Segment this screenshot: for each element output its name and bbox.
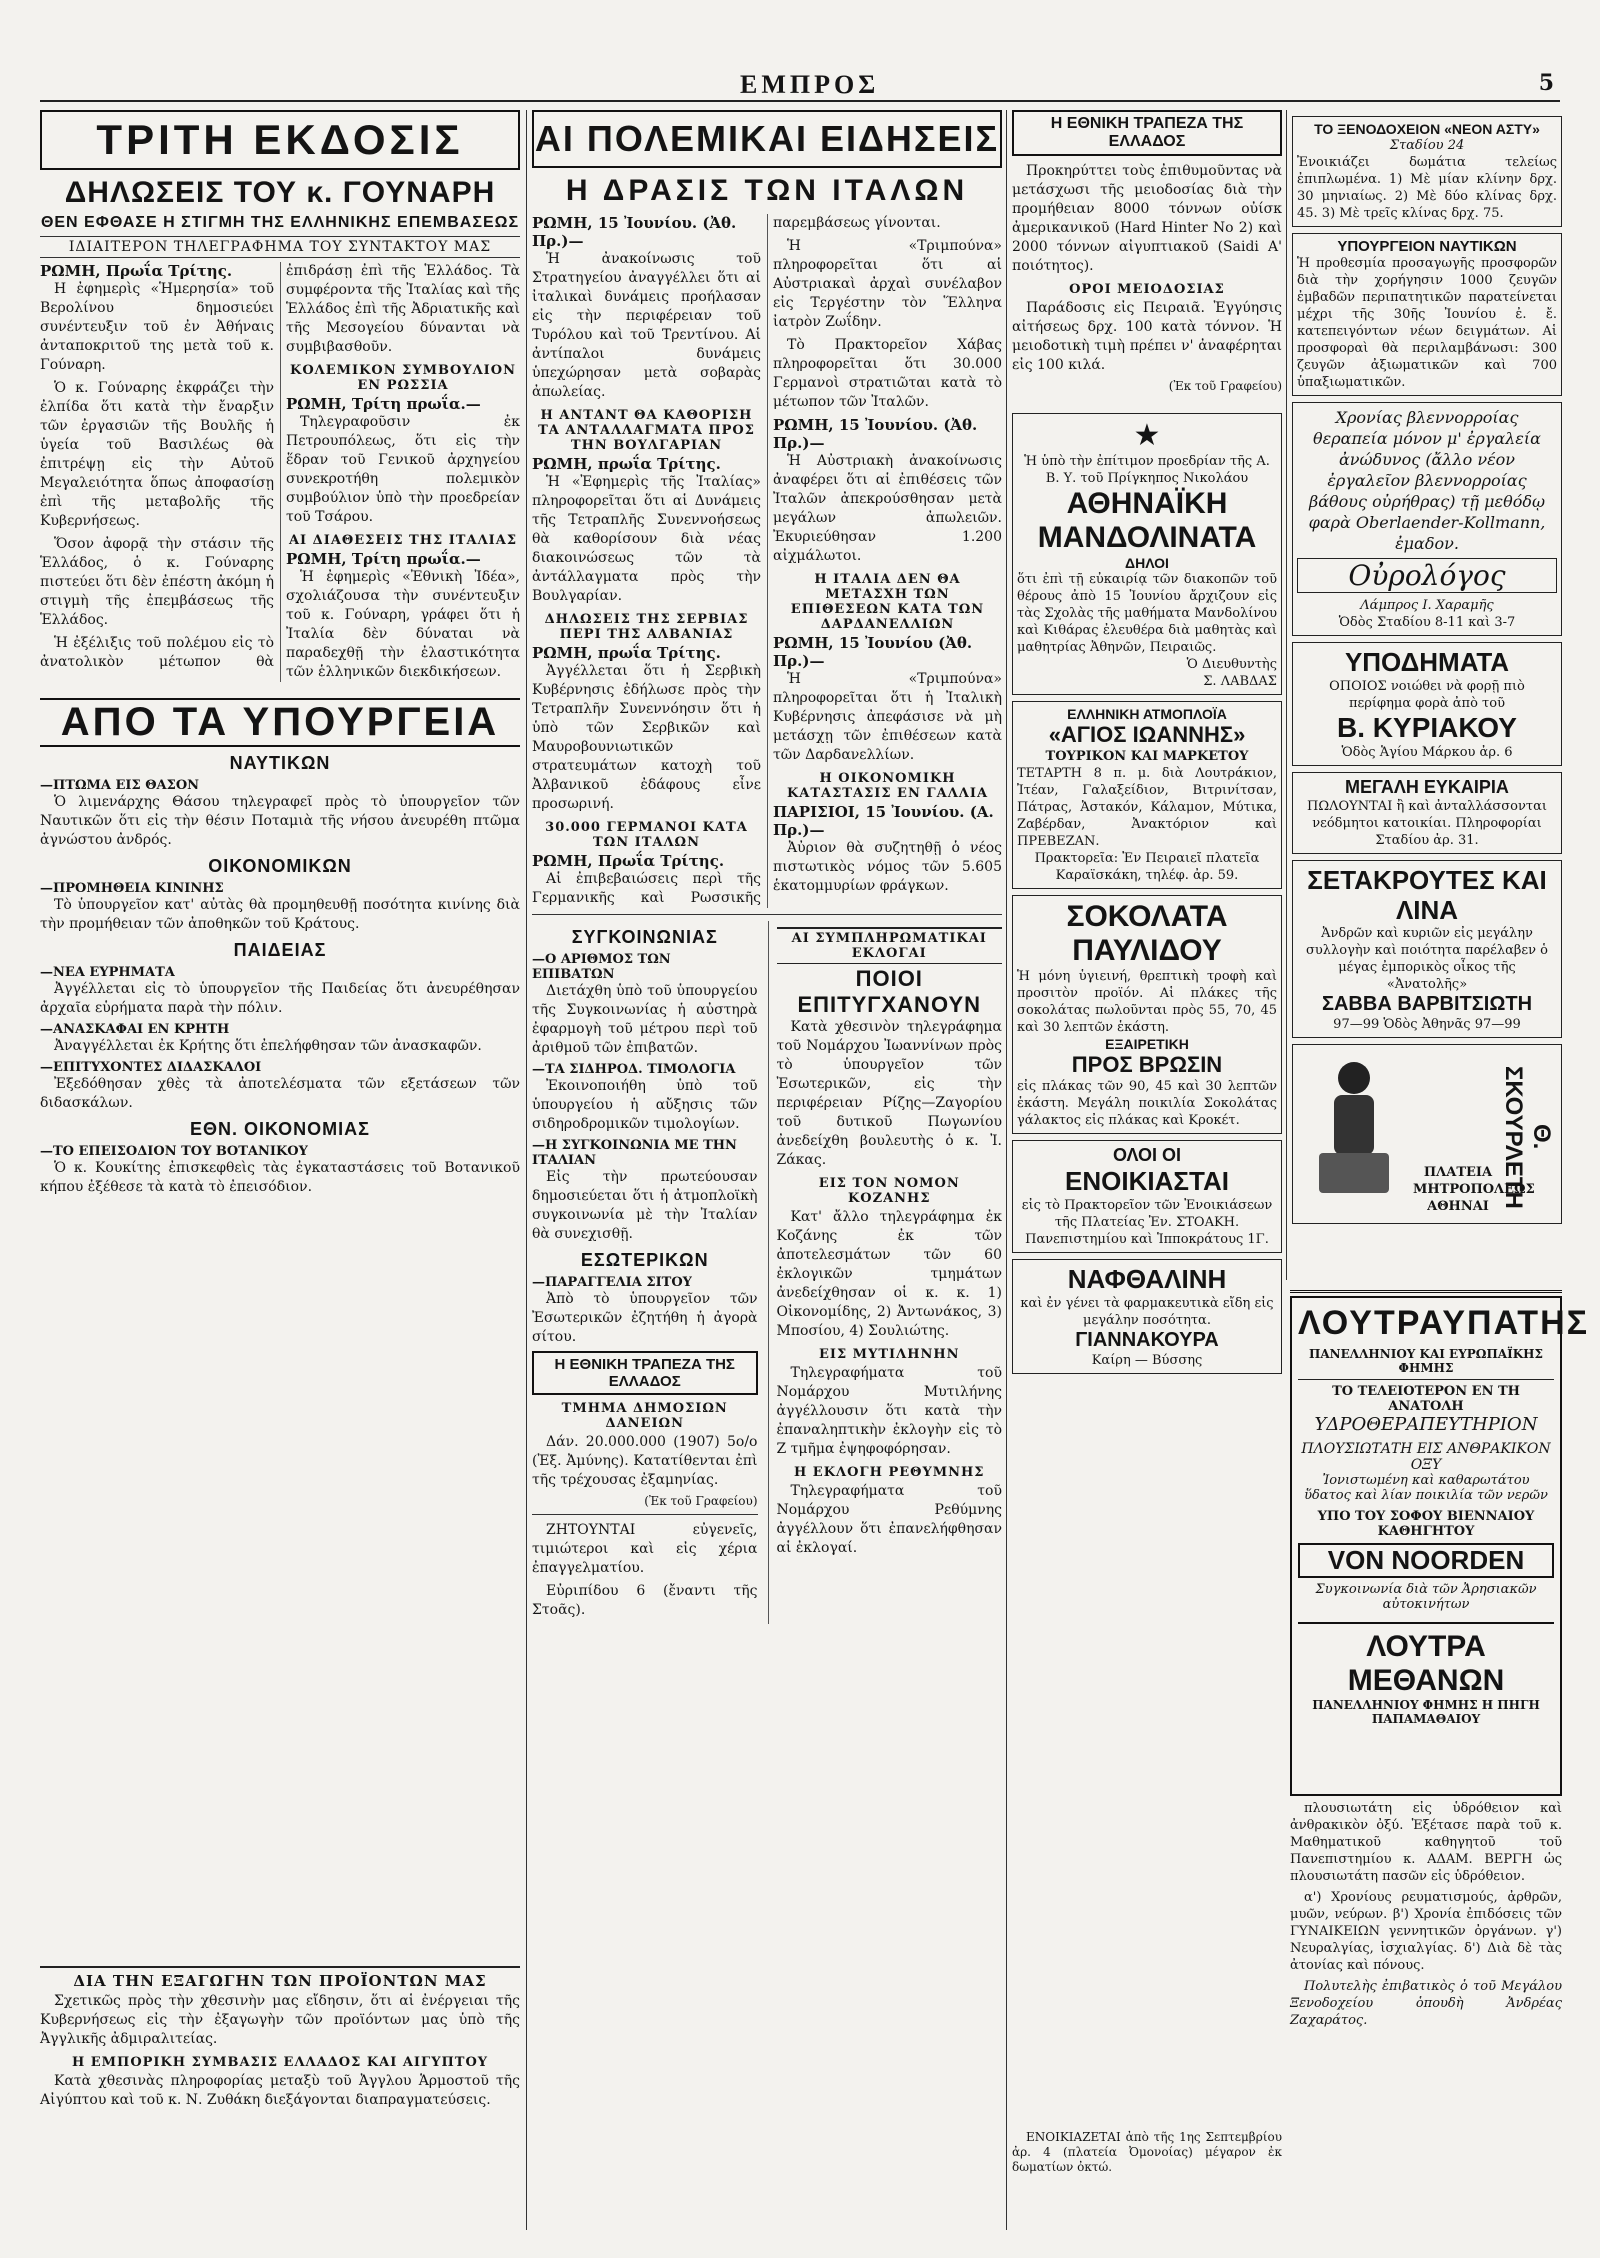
- ad-title: ΛΟΥΤΡΑΥΠΑΤΗΣ: [1298, 1304, 1590, 1342]
- ad-address: Καίρη — Βύσσης: [1091, 1353, 1203, 1368]
- section-head: ΣΥΓΚΟΙΝΩΝΙΑΣ: [571, 927, 718, 947]
- ad-title: ΛΟΥΤΡΑ ΜΕΘΑΝΩΝ: [1298, 1622, 1554, 1698]
- ad-subtitle: ΔΗΛΟΙ: [1125, 555, 1169, 571]
- exports-egypt: [40, 1960, 520, 2114]
- paper-name: ΕΜΠΡΟΣ: [740, 70, 880, 99]
- paragraph: Ἀγγέλλεται εἰς τὸ ὑπουργεῖον τῆς Παιδείας ὅτι ἀνευρέθησαν ἀρχαῖα εὑρήματα παρὰ τὴν πόλιν.: [40, 981, 520, 1016]
- ministries-banner: ΑΠΟ ΤΑ ΥΠΟΥΡΓΕΙΑ: [40, 698, 520, 747]
- section-head: ΚΟΛΕΜΙΚΟΝ ΣΥΜΒΟΥΛΙΟΝ ΕΝ ΡΩΣΣΙΑ: [290, 363, 516, 393]
- subhead: —ΤΟ ΕΠΕΙΣΟΔΙΟΝ ΤΟΥ ΒΟΤΑΝΙΚΟΥ: [40, 1144, 308, 1159]
- paragraph: Τηλεγραφοῦσιν ἐκ Πετρουπόλεως, ὅτι εἰς τὴν ἕδραν τοῦ Γενικοῦ ἀρχηγείου συνεκροτήθη πολεμικὸν συμβούλιον ὑπὸ τὴν προεδρείαν τοῦ Τσάρου.: [286, 414, 520, 525]
- section-head: ΕΙΣ ΜΥΤΙΛΗΝΗΝ: [818, 1347, 960, 1362]
- ad-text: Ἐνοικιάζει δωμάτια τελείως ἐπιπλωμένα. 1) Μὲ μίαν κλίνην δρχ. 30 μηνιαίως. 2) Μὲ δύο κλίνας δρχ. 45. 3) Μὲ τρεῖς κλίνας δρχ. 75.: [1297, 155, 1557, 221]
- paragraph: Τὸ Πρακτορεῖον Χάβας πληροφορεῖται ὅτι 30.000 Γερμανοὶ στρατιῶται κατὰ τὸ μέτωπον τῶν Ἰταλῶν.: [773, 337, 1002, 410]
- ad-signature: Ὁ Διευθυντὴς: [1186, 657, 1277, 672]
- dateline: ΡΩΜΗ, 15 Ἰουνίου (Ἀθ. Πρ.)—: [773, 634, 973, 670]
- paragraph: Αἱ ἐπιβεβαιώσεις περὶ τῆς Γερμανικῆς καὶ Ρωσσικῆς παρεμβάσεως γίνονται.: [532, 215, 941, 906]
- ad-title: ΥΠΟΥΡΓΕΙΟΝ ΝΑΥΤΙΚΩΝ: [1337, 238, 1517, 255]
- section-head: ΕΙΣ ΤΟΝ ΝΟΜΟΝ ΚΟΖΑΝΗΣ: [818, 1176, 960, 1206]
- ad-title: ΥΠΟΔΗΜΑΤΑ: [1344, 647, 1510, 677]
- column-2: [532, 110, 1002, 1624]
- paragraph: Ἀναγγέλλεται ἐκ Κρήτης ὅτι ἐπελήφθησαν τῶν ἀνασκαφῶν.: [54, 1038, 482, 1054]
- ad-agency: Πρακτορεῖα: Ἐν Πειραιεῖ πλατεῖα Καραϊσκάκη, τηλέφ. ἀρ. 59.: [1034, 851, 1260, 883]
- war-news-body: [532, 214, 1002, 908]
- ad-ship-name: «ΑΓΙΟΣ ΙΩΑΝΝΗΣ»: [1048, 722, 1246, 747]
- ad-title: ΑΘΗΝΑΪΚΗ ΜΑΝΔΟΛΙΝΑΤΑ: [1037, 487, 1257, 554]
- chocolate-ad: [1012, 895, 1282, 1134]
- column-3: [1012, 110, 1282, 1380]
- figure-illustration-icon: [1299, 1053, 1409, 1203]
- subhead: —ΠΤΩΜΑ ΕΙΣ ΘΑΣΟΝ: [40, 778, 200, 793]
- section-head: Η ΟΙΚΟΝΟΜΙΚΗ ΚΑΤΑΣΤΑΣΙΣ ΕΝ ΓΑΛΛΙΑ: [786, 771, 989, 801]
- loutra-ypatis-ad: [1290, 1296, 1590, 1796]
- ad-name: ΣΑΒΒΑ ΒΑΡΒΙΤΣΙΩΤΗ: [1321, 993, 1533, 1015]
- subhead: —ΠΡΟΜΗΘΕΙΑ ΚΙΝΙΝΗΣ: [40, 881, 224, 896]
- ad-address: Ὁδὸς Ἁγίου Μάρκου ἀρ. 6: [1341, 745, 1513, 760]
- paragraph: Κατὰ χθεσινὸν τηλεγράφημα τοῦ Νομάρχου Ἰωαννίνων πρὸς τὸ ὑπουργεῖον τῶν Ἐσωτερικῶν, εἰς τὴν περιφέρειαν Ρίζης—Ζαγορίου τοῦ δυτικοῦ Πωγωνίου ἀνεδείχθη βουλευτὴς ὁ κ. Ἰ. Ζάκας.: [776, 1019, 1002, 1168]
- ad-fame: ΠΑΝΕΛΛΗΝΙΟΥ ΚΑΙ ΕΥΡΩΠΑΪΚΗΣ ΦΗΜΗΣ: [1309, 1347, 1543, 1375]
- signature: (Ἐκ τοῦ Γραφείου): [1168, 379, 1282, 393]
- royal-emblem-icon: ★: [1133, 418, 1161, 453]
- paragraph: Ἡ «Τριμπούνα» πληροφορεῖται ὅτι ἡ Ἰταλικὴ Κυβέρνησις ἀπεφάσισε νὰ μὴ μετάσχῃ τῶν ἐπιθέσεων κατὰ τῶν Δαρδανελλίων.: [773, 671, 1002, 763]
- ad-name: ΓΙΑΝΝΑΚΟΥΡΑ: [1075, 1329, 1219, 1351]
- dateline: ΡΩΜΗ, πρωΐα Τρίτης.: [532, 644, 721, 662]
- section-head: ΕΣΩΤΕΡΙΚΩΝ: [580, 1250, 709, 1270]
- ad-text: καὶ ἐν γένει τὰ φαρμακευτικὰ εἴδη εἰς μεγάλην ποσότητα.: [1020, 1296, 1274, 1328]
- section-head: ΟΙΚΟΝΟΜΙΚΩΝ: [208, 856, 352, 876]
- ad-address: Ὁδὸς Σταδίου 8-11 καὶ 3-7: [1338, 615, 1516, 630]
- paragraph: Τηλεγραφήματα τοῦ Νομάρχου Μυτιλήνης ἀγγέλλουσιν ὅτι κατὰ τὴν ἐπαναληπτικὴν ἐκλογὴν εἰς τὸ Ζ τμῆμα ἐψηφοφόρησαν.: [776, 1365, 1002, 1457]
- ad-subtitle: ΕΞΑΙΡΕΤΙΚΗ: [1105, 1036, 1189, 1052]
- ad-subtitle: ΟΛΟΙ ΟΙ: [1112, 1145, 1182, 1165]
- headline-italians: Η ΔΡΑΣΙΣ ΤΩΝ ΙΤΑΛΩΝ: [565, 174, 969, 207]
- ministries-continued: [532, 921, 758, 1624]
- paragraph: Ἐξεδόθησαν χθὲς τὰ ἀποτελέσματα τῶν εξετάσεων τῶν διδασκάλων.: [40, 1076, 520, 1111]
- headline-gounaris: ΔΗΛΩΣΕΙΣ ΤΟΥ κ. ΓΟΥΝΑΡΗ: [64, 176, 496, 209]
- subhead: —ΝΕΑ ΕΥΡΗΜΑΤΑ: [40, 965, 175, 980]
- page-number: 5: [1538, 70, 1554, 96]
- ad-name: Β. ΚΥΡΙΑΚΟΥ: [1337, 712, 1517, 743]
- paragraph: Δάν. 20.000.000 (1907) 5ο/ο (Ἐξ. Ἀμύνης). Κατατίθενται ἐπὶ τῆς τρέχουσας ἐξαμηνίας.: [532, 1434, 758, 1488]
- dateline: ΡΩΜΗ, 15 Ἰουνίου. (Ἀθ. Πρ.)—: [532, 214, 737, 250]
- subhead: —Η ΣΥΓΚΟΙΝΩΝΙΑ ΜΕ ΤΗΝ ΙΤΑΛΙΑΝ: [532, 1138, 737, 1168]
- dateline: ΡΩΜΗ, Πρωΐα Τρίτης.: [532, 852, 725, 870]
- paragraph: Τὸ ὑπουργεῖον κατ' αὐτὰς θὰ προμηθευθῇ ποσότητα κινίνης διὰ τὴν προμήθειαν τῶν ἀποθηκῶν τοῦ Κράτους.: [40, 897, 520, 932]
- ad-text: Ἰονιστωμένη καὶ καθαρωτάτου ὕδατος καὶ λίαν ποικιλία τῶν νερῶν: [1304, 1473, 1548, 1503]
- section-head: Η ΕΚΛΟΓΗ ΡΕΘΥΜΝΗΣ: [793, 1465, 985, 1480]
- ad-address: ΠΛΑΤΕΙΑ ΜΗΤΡΟΠΟΛΕΩΣ ΑΘΗΝΑΙ: [1413, 1165, 1535, 1214]
- shipping-ad: [1012, 701, 1282, 889]
- paragraph: Κατὰ χθεσινὰς πληροφορίας μεταξὺ τοῦ Ἀγγλου Ἁρμοστοῦ τῆς Αἰγύπτου καὶ τοῦ κ. Ν. Ζυθάκη διεξάγονται διαπραγματεύσεις.: [40, 2073, 520, 2108]
- ad-text: Συγκοινωνία διὰ τῶν Ἀρησιακῶν αὐτοκινήτων: [1315, 1582, 1537, 1612]
- ad-title: ΣΕΤΑΚΡΟΥΤΕΣ ΚΑΙ ΛΙΝΑ: [1307, 865, 1547, 925]
- dateline: ΡΩΜΗ, Πρωΐα Τρίτης.: [40, 262, 233, 280]
- telegram-subhead: ΙΔΙΑΙΤΕΡΟΝ ΤΗΛΕΓΡΑΦΗΜΑ ΤΟΥ ΣΥΝΤΑΚΤΟΥ ΜΑΣ: [40, 236, 520, 258]
- ad-title: ΕΛΛΗΝΙΚΗ ΑΤΜΟΠΛΟΪΑ: [1067, 706, 1227, 722]
- section-head: ΤΜΗΜΑ ΔΗΜΟΣΙΩΝ ΔΑΝΕΙΩΝ: [561, 1401, 728, 1431]
- paragraph: Ὁ κ. Γούναρης ἐκφράζει τὴν ἐλπίδα ὅτι κατὰ τὴν ἔναρξιν τῶν ἐργασιῶν τῆς Βουλῆς ἡ ὑγεία τοῦ Βασιλέως θὰ ἐπιτρέψῃ εἰς τὴν Αὐτοῦ Μεγαλειότητα ὅπως ἀποφασίσῃ ἐπὶ τῆς μεταβολῆς τῆς Κυβερνήσεως.: [40, 380, 274, 529]
- column-rule: [1006, 110, 1007, 2230]
- paragraph: Σχετικῶς πρὸς τὴν χθεσινὴν μας εἴδησιν, ὅτι αἱ ἐνέργειαι τῆς Κυβερνήσεως εἰς τὴν ἐξαγωγὴν τῶν προϊόντων μας ὑπὸ τῆς Ἀγγλικῆς ἀδμιραλιτείας.: [40, 1993, 520, 2047]
- ad-text: Ἀνδρῶν καὶ κυριῶν εἰς μεγάλην συλλογὴν καὶ ποιότητα παρέλαβεν ὁ μέγας ἐμπορικὸς οἶκος τῆς «Ἀνατολῆς»: [1305, 926, 1549, 992]
- rental-note: [1012, 2130, 1282, 2179]
- paragraph: Ἡ «Ἐφημερὶς τῆς Ἰταλίας» πληροφορεῖται ὅτι αἱ Δυνάμεις τῆς Τετραπλῆς Συνεννοήσεως θὰ καθορίσουν διὰ νέας διακοινώσεως τῶν τὰ ἀντάλλαγματα πρὸς τὴν Βουλγαρίαν.: [532, 474, 761, 604]
- divider: [532, 914, 1002, 915]
- paragraph: Ὁ κ. Κουκίτης ἐπισκεφθεὶς τὰς ἐγκαταστάσεις τοῦ Βοτανικοῦ κήπου ἐξέθεσε τὰ κατὰ τὸ ἐπεισόδιον.: [40, 1160, 520, 1195]
- paragraph: Παράδοσις εἰς Πειραιᾶ. Ἐγγύησις αἰτήσεως δρχ. 100 κατὰ τόννον. Ἡ μειοδοτικὴ τιμὴ πρέπει ν' ἀναφέρηται εἰς 100 κιλά.: [1012, 300, 1282, 373]
- ad-text: ΠΛΟΥΣΙΩΤΑΤΗ ΕΙΣ ΑΝΘΡΑΚΙΚΟΝ ΟΞΥ: [1301, 1441, 1551, 1473]
- section-head: ΕΘΝ. ΟΙΚΟΝΟΜΙΑΣ: [190, 1119, 370, 1139]
- paragraph: Ἡ «Τριμπούνα» πληροφορεῖται ὅτι αἱ Αὐστριακαὶ ἀρχαὶ συνέλαβον εἰς Τεργέστην τὸν Ἕλληνα ἰατρὸν Ζωΐδην.: [773, 238, 1002, 330]
- dateline: ΡΩΜΗ, πρωΐα Τρίτης.: [532, 455, 721, 473]
- navy-ministry-ad: [1292, 233, 1562, 396]
- ad-title: Οὐρολόγος: [1297, 558, 1557, 593]
- divider: [532, 1514, 758, 1515]
- section-head: ΟΡΟΙ ΜΕΙΟΔΟΣΙΑΣ: [1069, 282, 1225, 297]
- ad-title: ΝΑΦΘΑΛΙΝΗ: [1067, 1264, 1227, 1294]
- ad-title: ΕΝΟΙΚΙΑΣΤΑΙ: [1065, 1166, 1229, 1196]
- section-head: ΔΙΑ ΤΗΝ ΕΞΑΓΩΓΗΝ ΤΩΝ ΠΡΟΪΟΝΤΩΝ ΜΑΣ: [40, 1966, 520, 1990]
- ad-subtitle: ΤΟ ΤΕΛΕΙΟΤΕΡΟΝ ΕΝ ΤΗ ΑΝΑΤΟΛΗ: [1298, 1379, 1554, 1414]
- ad-subtitle: ΥΔΡΟΘΕΡΑΠΕΥΤΗΡΙΟΝ: [1314, 1414, 1538, 1435]
- subhead: —ΠΑΡΑΓΓΕΛΙΑ ΣΙΤΟΥ: [532, 1275, 692, 1290]
- column-4: [1292, 110, 1562, 1230]
- ad-address: 97—99 Ὁδὸς Ἀθηνᾶς 97—99: [1333, 1017, 1521, 1032]
- skourleti-ad: [1292, 1044, 1562, 1224]
- classified: ΕΝΟΙΚΙΑΖΕΤΑΙ ἀπὸ τῆς 1ης Σεπτεμβρίου ἀρ. 4 (πλατεία Ὀμονοίας) μέγαρον ἐκ δωματίων ὀκτώ.: [1012, 2130, 1282, 2174]
- textiles-ad: [1292, 860, 1562, 1038]
- paragraph: Τηλεγραφήματα τοῦ Νομάρχου Ρεθύμνης ἀγγέλλουν ὅτι ἐπανελήφθησαν αἱ ἐκλογαί.: [776, 1483, 1002, 1556]
- section-head: ΑΙ ΔΙΑΘΕΣΕΙΣ ΤΗΣ ΙΤΑΛΙΑΣ: [288, 533, 518, 548]
- ad-title: ΜΕΓΑΛΗ ΕΥΚΑΙΡΙΑ: [1345, 777, 1509, 797]
- section-head: ΔΗΛΩΣΕΙΣ ΤΗΣ ΣΕΡΒΙΑΣ ΠΕΡΙ ΤΗΣ ΑΛΒΑΝΙΑΣ: [544, 612, 749, 642]
- paragraph: Ἀὐριον θὰ συζητηθῇ ὁ νέος πιστωτικὸς νόμος τῶν 5.605 ἑκατομμυρίων φράγκων.: [773, 840, 1002, 894]
- ad-text: ΥΠΟ ΤΟΥ ΣΟΦΟΥ ΒΙΕΝΝΑΙΟΥ ΚΑΘΗΓΗΤΟΥ: [1317, 1509, 1535, 1539]
- paragraph: Ἡ ἐξέλιξις τοῦ πολέμου εἰς τὸ ἀνατολικὸν μέτωπον θὰ ἐπιδράσῃ ἐπὶ τῆς Ἑλλάδος. Τὰ συμφέροντα τῆς Ἰταλίας καὶ τῆς Ἑλλάδος ἐπὶ τῆς Ἀδριατικῆς καὶ τῆς Μεσογείου δύνανται νὰ συμβιβασθοῦν.: [40, 263, 520, 670]
- ad-text: Ἡ προθεσμία προσαγωγῆς προσφορῶν διὰ τὴν χορήγησιν 1000 ζευγῶν ἐμβαδῶν περιπατητικῶν παρατείνεται μέχρι τῆς 30ῆς Ἰουνίου ἐ. ἔ. κατεπειγόντων νέων δειγμάτων. Αἱ προσφοραὶ θὰ περιλαμβάνωσι: 300 ζευγῶν ἀξιωματικῶν καὶ 700 ὑπαξιωματικῶν.: [1297, 256, 1557, 390]
- paragraph: Η ἐφημερὶς «Ἡμερησία» τοῦ Βερολίνου δημοσιεύει συνέντευξιν τοῦ ἐν Ἀθήναις ἀνταποκριτοῦ της μετὰ τοῦ κ. Γούναρη.: [40, 281, 274, 373]
- lower-area: [532, 921, 1002, 1624]
- paragraph: Ἡ ἀνακοίνωσις τοῦ Στρατηγείου ἀναγγέλλει ὅτι αἱ ἰταλικαὶ δυνάμεις προήλασαν εἰς τὴν περιφέρειαν τοῦ Τυρόλου καὶ τοῦ Τρεντίνου. Αἱ ἀντίπαλοι δυνάμεις ὑπεχώρησαν μετὰ σοβαρὰς ἀπωλείας.: [532, 251, 761, 400]
- ad-text: ΠΩΛΟΥΝΤΑΙ ἢ καὶ ἀνταλλάσσονται νεόδμητοι κατοικίαι. Πληροφορίαι Σταδίου ἀρ. 31.: [1307, 799, 1547, 848]
- ad-title: ΠΡΟΣ ΒΡΩΣΙΝ: [1071, 1052, 1223, 1077]
- ad-title: ΣΟΚΟΛΑΤΑ ΠΑΥΛΙΔΟΥ: [1066, 900, 1228, 967]
- methana-ad: [1290, 1800, 1562, 2033]
- column-rule: [526, 110, 527, 2230]
- ad-separator: [1290, 1290, 1562, 1293]
- paragraph: Ὅσον ἀφορᾷ τὴν στάσιν τῆς Ἑλλάδος, ὁ κ. Γούναρης πιστεύει ὅτι δὲν ἐπέστη ἀκόμη ἡ στιγμὴ τῆς ἐπεμβάσεως τῆς Ἑλλάδος.: [40, 536, 274, 628]
- third-edition-banner: ΤΡΙΤΗ ΕΚΔΟΣΙΣ: [40, 110, 520, 170]
- war-news-banner: ΑΙ ΠΟΛΕΜΙΚΑΙ ΕΙΔΗΣΕΙΣ: [532, 110, 1002, 168]
- paragraph: α') Χρονίους ρευματισμούς, ἀρθρῶν, μυῶν, νεύρων. β') Χρονία ἐπιδόσεις τῶν ΓΥΝΑΙΚΕΙΩΝ γεννητικῶν ὀργάνων. γ') Νευραλγίας, ἰσχιαλγίας. δ') Διὰ δὲ τὰς ἀτονίας καὶ πόνους.: [1290, 1890, 1562, 1973]
- ad-signature-name: Σ. ΛΑΒΔΑΣ: [1203, 674, 1277, 689]
- paragraph: Ἡ Αὐστριακὴ ἀνακοίνωσις ἀναφέρει ὅτι αἱ ἐπιθέσεις τῶν Ἰταλῶν ἀπεκρούσθησαν μετὰ μεγάλων ἀπωλειῶν. Ἐκυριεύθησαν 1.200 αἰχμάλωτοι.: [773, 453, 1002, 564]
- ad-subtitle: ΠΑΝΕΛΛΗΝΙΟΥ ΦΗΜΗΣ Η ΠΗΓΗ ΠΑΠΑΜΑΘΑΙΟΥ: [1312, 1698, 1540, 1726]
- paragraph: Διετάχθη ὑπὸ τοῦ ὑπουργείου τῆς Συγκοινωνίας ἡ αὐστηρὰ ἐφαρμογὴ τοῦ μέτρου περὶ τοῦ ἀριθμοῦ τῶν ἐπιβατῶν.: [532, 983, 758, 1056]
- ad-text: ὅτι ἐπὶ τῇ εὐκαιρίᾳ τῶν διακοπῶν τοῦ θέρους ἀπὸ 15 Ἰουνίου ἄρχιζουν εἰς τὰς Σχολὰς τῆς μαθήματα Μανδολίνου καὶ Κιθάρας ἐλευθέρα διὰ μαθητὰς καὶ μαθητρίας Ἀθηνῶν, Πειραιῶς.: [1017, 572, 1277, 655]
- ad-vertical-name: Θ. ΣΚΟΥΡΛΕΤΗ: [1500, 1065, 1555, 1209]
- ad-text: εἰς τὸ Πρακτορεῖον τῶν Ἐνοικιάσεων τῆς Πλατείας Ἐν. ΣΤΟΑΚΗ. Πανεπιστημίου καὶ Ἱπποκράτους 1Γ.: [1021, 1198, 1273, 1247]
- mandolin-ad: [1012, 413, 1282, 695]
- ad-text: Ἡ μόνη ὑγιεινή, θρεπτικὴ τροφὴ καὶ προσιτὸν προϊόν. Αἱ πλάκες τῆς σοκολάτας πωλοῦνται πρὸς 55, 70, 45 καὶ 30 λεπτῶν ἑκάστη.: [1017, 969, 1277, 1035]
- paragraph: Ἐκοινοποιήθη ὑπὸ τοῦ ὑπουργείου ἡ αὔξησις τῶν σιδηροδρομικῶν τιμολογίων.: [532, 1078, 758, 1132]
- ad-text: ΟΠΟΙΟΣ νοιώθει νὰ φορῇ πιὸ περίφημα φορὰ ἀπὸ τοῦ: [1329, 679, 1525, 711]
- dateline: ΡΩΜΗ, 15 Ἰουνίου. (Ἀθ. Πρ.)—: [773, 416, 978, 452]
- ad-text: εἰς πλάκας τῶν 90, 45 καὶ 30 λεπτῶν ἑκάστη. Μεγάλη ποικιλία Σοκολάτας γάλακτος εἰς πλάκας καὶ Κροκέτ.: [1017, 1079, 1277, 1128]
- column-1: [40, 110, 520, 1201]
- column-rule: [1286, 110, 1287, 1280]
- article-body: [40, 262, 520, 682]
- paragraph: Εἰς τὴν πρωτεύουσαν δημοσιεύεται ὅτι ἡ ἀτμοπλοϊκὴ συγκοινωνία μὲ τὴν Ἰταλίαν θὰ συνεχισθῇ.: [532, 1169, 758, 1242]
- national-bank-banner: Η ΕΘΝΙΚΗ ΤΡΑΠΕΖΑ ΤΗΣ ΕΛΛΑΔΟΣ: [1012, 110, 1282, 156]
- elections-banner: ΑΙ ΣΥΜΠΛΗΡΩΜΑΤΙΚΑΙ ΕΚΛΟΓΑΙ: [777, 927, 1003, 964]
- ad-text: Χρονίας βλεννορροίας θεραπεία μόνον μ' ἐργαλεία ἀνώδυνος (ἄλλο νέον ἐργαλεῖον βλεννορροίας βάθους οὐρήθρας) τῇ μεθόδῳ φαρὰ Oberlaender-Kollmann, ἐμαδον.: [1308, 408, 1546, 553]
- section-head: ΠΑΙΔΕΙΑΣ: [233, 940, 327, 960]
- paragraph: Ἀπὸ τὸ ὑπουργεῖον τῶν Ἐσωτερικῶν ἐζητήθη ἡ ἀγορὰ σίτου.: [532, 1291, 758, 1345]
- section-head: Η ΑΝΤΑΝΤ ΘΑ ΚΑΘΟΡΙΣΗ ΤΑ ΑΝΤΑΛΛΑΓΜΑΤΑ ΠΡΟΣ ΤΗΝ ΒΟΥΛΓΑΡΙΑΝ: [538, 408, 755, 453]
- elections-headline: ΠΟΙΟΙ ΕΠΙΤΥΓΧΑΝΟΥΝ: [797, 966, 982, 1017]
- paragraph: Προκηρύττει τοὺς ἐπιθυμοῦντας νὰ μετάσχωσι τῆς μειοδοσίας διὰ τὴν προμήθειαν 8000 τόννων οὐίσκ ἀμερικανικοῦ (Hard Hinter No 2) καὶ 2000 τόννων αἰγυπτιακοῦ (Saidi A' ποιότητος).: [1012, 163, 1282, 274]
- shoes-ad: [1292, 642, 1562, 766]
- renters-ad: [1012, 1140, 1282, 1253]
- ad-name: VON NOORDEN: [1298, 1543, 1554, 1578]
- section-head: ΝΑΥΤΙΚΩΝ: [229, 753, 331, 773]
- dateline: ΠΑΡΙΣΙΟΙ, 15 Ἰουνίου. (Α. Πρ.)—: [773, 803, 994, 839]
- ad-text: Ἡ ὑπὸ τὴν ἐπίτιμον προεδρίαν τῆς Α. Β. Υ. τοῦ Πρίγκηπος Νικολάου: [1024, 454, 1270, 486]
- urologist-ad: [1292, 402, 1562, 636]
- ad-address: Σταδίου 24: [1389, 138, 1465, 153]
- paragraph: Ἡ ἐφημερὶς «Ἐθνικὴ Ἰδέα», σχολιάζουσα τὴν συνέντευξιν τοῦ κ. Γούναρη, γράφει ὅτι ἡ Ἰταλία δὲν δύναται νὰ παραδεχθῇ τὴν ἐλαστικότητα τῶν ἑλληνικῶν διεκδικήσεων.: [286, 569, 520, 680]
- hotel-ad: [1292, 116, 1562, 227]
- dateline: ΡΩΜΗ, Τρίτη πρωΐα.—: [286, 550, 481, 568]
- classified: ΖΗΤΟΥΝΤΑΙ εὐγενεῖς, τιμιώτεροι καὶ εἰς χέρια ἐπαγγελματίου.: [532, 1522, 758, 1576]
- masthead: [40, 70, 1560, 102]
- subhead: —ΕΠΙΤΥΧΟΝΤΕΣ ΔΙΔΑΣΚΑΛΟΙ: [40, 1060, 262, 1075]
- naphthalene-ad: [1012, 1259, 1282, 1374]
- paragraph: Ἀγγέλλεται ὅτι ἡ Σερβικὴ Κυβέρνησις ἐδήλωσε πρὸς τὴν Τετραπλῆν Συνεννόησιν ὅτι ἡ ὑπὸ τῶν Σερβικῶν καὶ Μαυροβουνιωτικῶν στρατευμάτων κατοχὴ τοῦ Ἀλβανικοῦ ἐδάφους εἶνε προσωρινή.: [532, 663, 761, 812]
- classified-address: Εὐριπίδου 6 (ἔναντι τῆς Στοᾶς).: [532, 1583, 758, 1618]
- paragraph: Ὁ λιμενάρχης Θάσου τηλεγραφεῖ πρὸς τὸ ὑπουργεῖον τῶν Ναυτικῶν ὅτι εἰς τὴν θέσιν Ποταμιὰ τῆς νήσου ἀνευρέθη πτῶμα ἀγνώστου ἀνδρός.: [40, 794, 520, 848]
- paragraph: Πολυτελὴς ἐπιβατικὸς ὁ τοῦ Μεγάλου Ξενοδοχείου ὁπουδὴ Ἀνδρέας Ζαχαράτος.: [1290, 1979, 1562, 2028]
- subhead: —Ο ΑΡΙΘΜΟΣ ΤΩΝ ΕΠΙΒΑΤΩΝ: [532, 952, 671, 982]
- ad-title: ΤΟ ΞΕΝΟΔΟΧΕΙΟΝ «ΝΕΟΝ ΑΣΤΥ»: [1314, 121, 1540, 137]
- section-head: 30.000 ΓΕΡΜΑΝΟΙ ΚΑΤΑ ΤΩΝ ΙΤΑΛΩΝ: [545, 820, 748, 850]
- paragraph: πλουσιωτάτη εἰς ὑδρόθειον καὶ ἀνθρακικὸν ὀξύ. Ἐξέτασε παρὰ τοῦ κ. Μαθηματικοῦ καθηγητοῦ τοῦ Πανεπιστημίου κ. ΑΔΑΜ. ΒΕΡΓΗ ὡς πλουσιωτάτη πασῶν εἰς ὑδρόθειον.: [1290, 1801, 1562, 1884]
- paragraph: Κατ' ἄλλο τηλεγράφημα ἐκ Κοζάνης ἐκ τῶν ἀποτελεσμάτων τῶν 60 ἐκλογικῶν τμημάτων ἀνεδείχθησαν οἱ κ. κ. 1) Οἰκονομίδης, 2) Ἀντωνάκος, 3) Μποσίου, 4) Σουλιώτης.: [776, 1209, 1002, 1339]
- subhead: —ΑΝΑΣΚΑΦΑΙ ΕΝ ΚΡΗΤΗ: [40, 1022, 230, 1037]
- ad-subtitle: ΤΟΥΡΙΚΟΝ ΚΑΙ ΜΑΡΚΕΤΟΥ: [1045, 749, 1249, 764]
- bank-banner: Η ΕΘΝΙΚΗ ΤΡΑΠΕΖΑ ΤΗΣ ΕΛΛΑΔΟΣ: [532, 1351, 758, 1395]
- dateline: ΡΩΜΗ, Τρίτη πρωΐα.—: [286, 395, 481, 413]
- subhead: —ΤΑ ΣΙΔΗΡΟΔ. ΤΙΜΟΛΟΓΙΑ: [532, 1062, 736, 1077]
- section-head: Η ΕΜΠΟΡΙΚΗ ΣΥΜΒΑΣΙΣ ΕΛΛΑΔΟΣ ΚΑΙ ΑΙΓΥΠΤΟΥ: [71, 2055, 489, 2070]
- section-head: Η ΙΤΑΛΙΑ ΔΕΝ ΘΑ ΜΕΤΑΣΧΗ ΤΩΝ ΕΠΙΘΕΣΕΩΝ ΚΑΤΑ ΤΩΝ ΔΑΡΔΑΝΕΛΛΙΩΝ: [790, 572, 985, 632]
- headline-intervention: ΘΕΝ ΕΦΘΑΣΕ Η ΣΤΙΓΜΗ ΤΗΣ ΕΛΛΗΝΙΚΗΣ ΕΠΕΜΒΑΣΕΩΣ: [40, 214, 520, 231]
- elections-area: [768, 921, 1003, 1624]
- ad-text: ΤΕΤΑΡΤΗ 8 π. μ. διὰ Λουτράκιον, Ἰτέαν, Γαλαξείδιον, Βιτρινίτσαν, Πάτρας, Ἀστακόν, Κάλαμον, Μύτικα, Ζαβέρδαν, Ἀνακτόριον καὶ ΠΡΕΒΕΖΑΝ.: [1017, 766, 1277, 849]
- signature: (Ἐκ τοῦ Γραφείου): [644, 1494, 758, 1508]
- sale-ad: [1292, 772, 1562, 854]
- ad-name: Λάμπρος Ι. Χαραμῆς: [1360, 598, 1494, 613]
